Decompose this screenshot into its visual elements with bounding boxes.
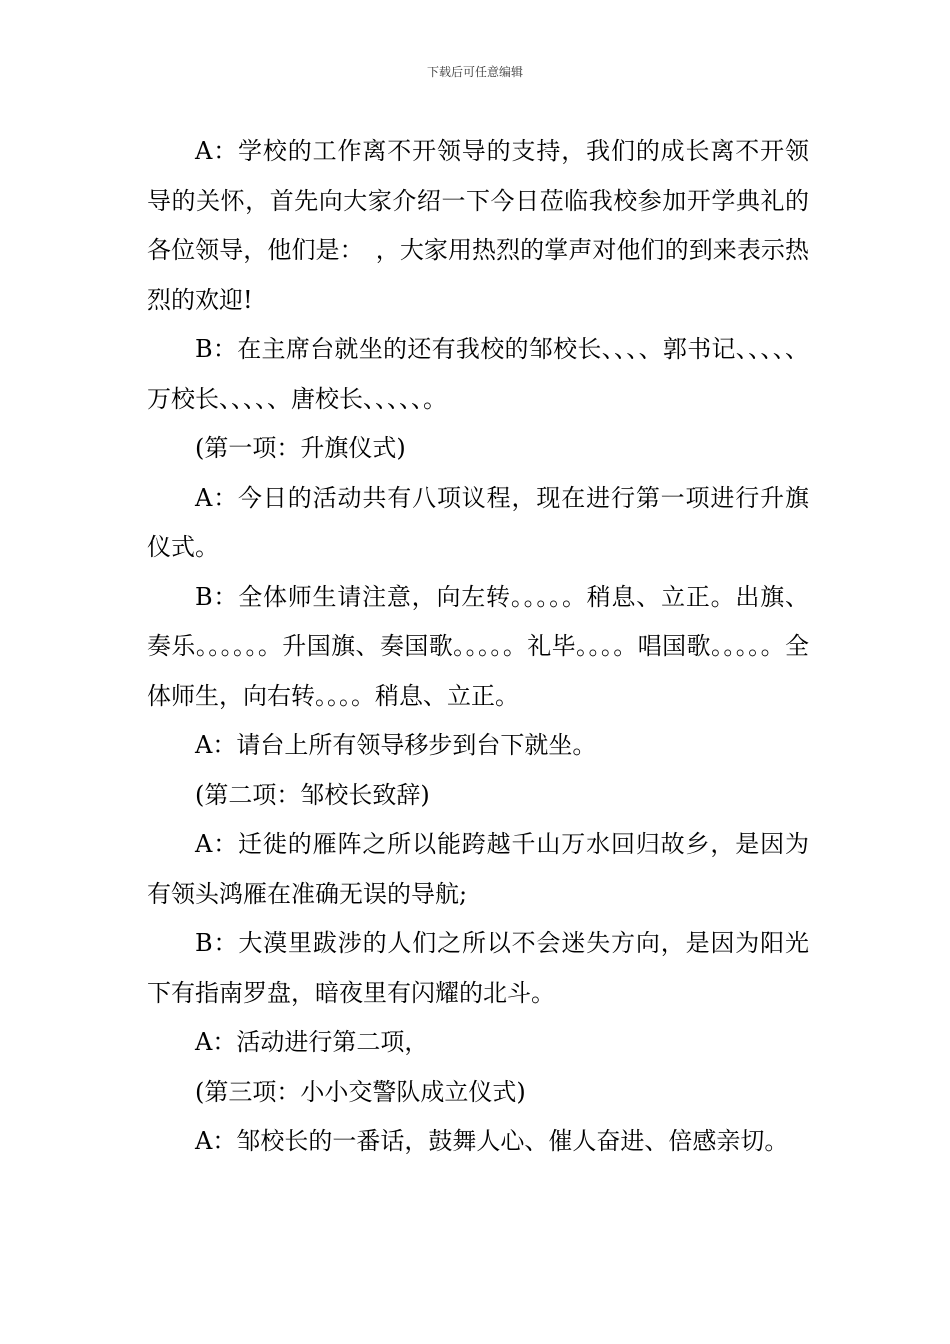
section-heading-principal-speech: (第二项：邹校长致辞) xyxy=(195,780,430,809)
paragraph-flag-ceremony: B：全体师生请注意，向左转。。。。。稍息、立正。出旗、奏乐。。。。。。升国旗、奏国歌。。。。。礼毕。。。。唱国歌。。。。。全体师生，向右转。。。。稍息、立正。 xyxy=(147,582,809,710)
paragraph-podium-leaders: B：在主席台就坐的还有我校的邹校长、、、、郭书记、、、、、万校长、、、、、唐校长、、、、、。 xyxy=(147,335,809,413)
paragraph-second-item: A：活动进行第二项， xyxy=(195,1028,429,1056)
document-body xyxy=(147,127,809,1167)
section-heading-flag-raising: (第一项：升旗仪式) xyxy=(195,434,406,462)
page-header-note: 下载后可任意编辑 xyxy=(426,65,523,79)
paragraph-desert-metaphor: B：大漠里跋涉的人们之所以不会迷失方向，是因为阳光下有指南罗盘，暗夜里有闪耀的北斗。 xyxy=(147,929,809,1007)
paragraph-intro-leaders: A：学校的工作离不开领导的支持，我们的成长离不开领导的关怀，首先向大家介绍一下今日莅临我校参加开学典礼的各位领导，他们是： ，大家用热烈的掌声对他们的到来表示热烈的欢迎! xyxy=(147,137,809,314)
paragraph-principal-remarks: A：邹校长的一番话，鼓舞人心、催人奋进、倍感亲切。 xyxy=(195,1127,789,1155)
section-heading-traffic-team: (第三项：小小交警队成立仪式) xyxy=(195,1077,526,1106)
paragraph-geese-metaphor: A：迁徙的雁阵之所以能跨越千山万水回归故乡，是因为有领头鸿雁在准确无误的导航; xyxy=(147,830,809,908)
paragraph-agenda-intro: A：今日的活动共有八项议程，现在进行第一项进行升旗仪式。 xyxy=(147,483,809,561)
paragraph-leaders-be-seated: A：请台上所有领导移步到台下就坐。 xyxy=(195,731,597,759)
